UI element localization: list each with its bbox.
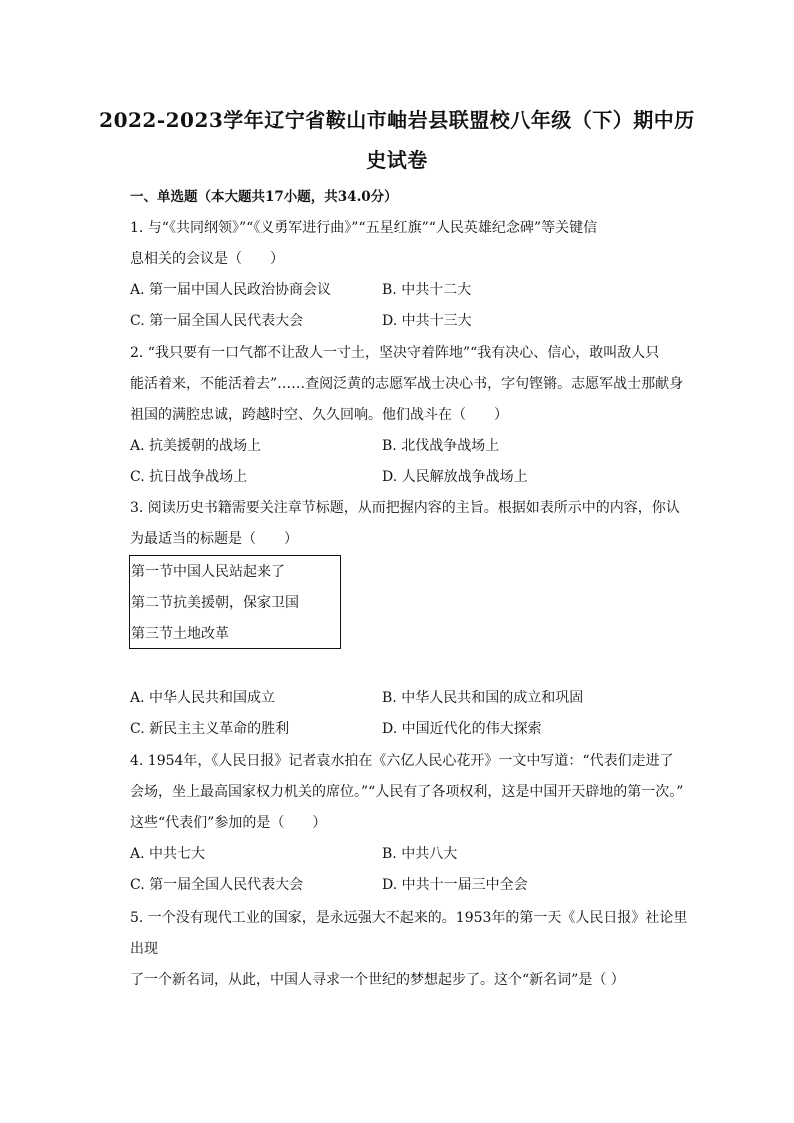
q3-table-row-1: 第一节中国人民站起来了 xyxy=(131,564,285,580)
q5-stem-line-1: 5. 一个没有现代工业的国家，是永远强大不起来的。1953年的第一天《人民日报》社论里 xyxy=(130,910,688,926)
q4-option-d: D. 中共十一届三中全会 xyxy=(382,877,528,893)
q1-option-c: C. 第一届全国人民代表大会 xyxy=(130,313,304,329)
q3-chapter-table xyxy=(129,555,341,649)
q3-stem-line-1: 3. 阅读历史书籍需要关注章节标题，从而把握内容的主旨。根据如表所示中的内容，你认 xyxy=(130,500,680,516)
q1-option-a: A. 第一届中国人民政治协商会议 xyxy=(130,282,332,298)
q5-stem-line-2: 出现 xyxy=(130,941,158,957)
q3-option-c: C. 新民主主义革命的胜利 xyxy=(130,721,290,737)
q5-stem-line-3: 了一个新名词，从此，中国人寻求一个世纪的梦想起步了。这个“新名词”是（ ） xyxy=(130,972,625,988)
q2-option-c: C. 抗日战争战场上 xyxy=(130,469,248,485)
title-line-2: 史试卷 xyxy=(366,148,428,172)
title-line-1: 2022-2023学年辽宁省鞍山市岫岩县联盟校八年级（下）期中历 xyxy=(99,108,695,132)
q1-stem-line-1: 1. 与“《共同纲领》”“《义勇军进行曲》”“五星红旗”“人民英雄纪念碑”等关键信 xyxy=(130,220,598,236)
q3-table-row-2: 第二节抗美援朝，保家卫国 xyxy=(131,595,299,611)
q3-option-b: B. 中华人民共和国的成立和巩固 xyxy=(382,690,584,706)
section-heading: 一、单选题（本大题共17小题，共34.0分） xyxy=(130,189,398,205)
q4-option-a: A. 中共七大 xyxy=(130,846,206,862)
q4-stem-line-3: 这些“代表们”参加的是（ ） xyxy=(130,815,327,831)
q2-stem-line-3: 祖国的满腔忠诚，跨越时空、久久回响。他们战斗在（ ） xyxy=(130,407,508,423)
q2-option-b: B. 北伐战争战场上 xyxy=(382,438,500,454)
q3-table-row-3: 第三节土地改革 xyxy=(131,626,229,642)
q2-option-a: A. 抗美援朝的战场上 xyxy=(130,438,262,454)
q3-option-a: A. 中华人民共和国成立 xyxy=(130,690,276,706)
q2-stem-line-1: 2. “我只要有一口气都不让敌人一寸土，坚决守着阵地”“我有决心、信心，敢叫敌人只 xyxy=(130,345,660,361)
q4-stem-line-2: 会场，坐上最高国家权力机关的席位。”“人民有了各项权利，这是中国开天辟地的第一次。” xyxy=(130,784,684,800)
q3-option-d: D. 中国近代化的伟大探索 xyxy=(382,721,542,737)
q1-stem-line-2: 息相关的会议是（ ） xyxy=(130,251,284,267)
q1-option-b: B. 中共十二大 xyxy=(382,282,472,298)
q4-option-c: C. 第一届全国人民代表大会 xyxy=(130,877,304,893)
q3-stem-line-2: 为最适当的标题是（ ） xyxy=(130,531,298,547)
exam-title xyxy=(90,100,704,180)
q1-option-d: D. 中共十三大 xyxy=(382,313,472,329)
q4-stem-line-1: 4. 1954年，《人民日报》记者袁水拍在《六亿人民心花开》一文中写道：“代表们走进了 xyxy=(130,753,674,769)
q4-option-b: B. 中共八大 xyxy=(382,846,458,862)
q2-option-d: D. 人民解放战争战场上 xyxy=(382,469,528,485)
q2-stem-line-2: 能活着来，不能活着去”……查阅泛黄的志愿军战士决心书，字句铿锵。志愿军战士那献身 xyxy=(130,376,684,392)
